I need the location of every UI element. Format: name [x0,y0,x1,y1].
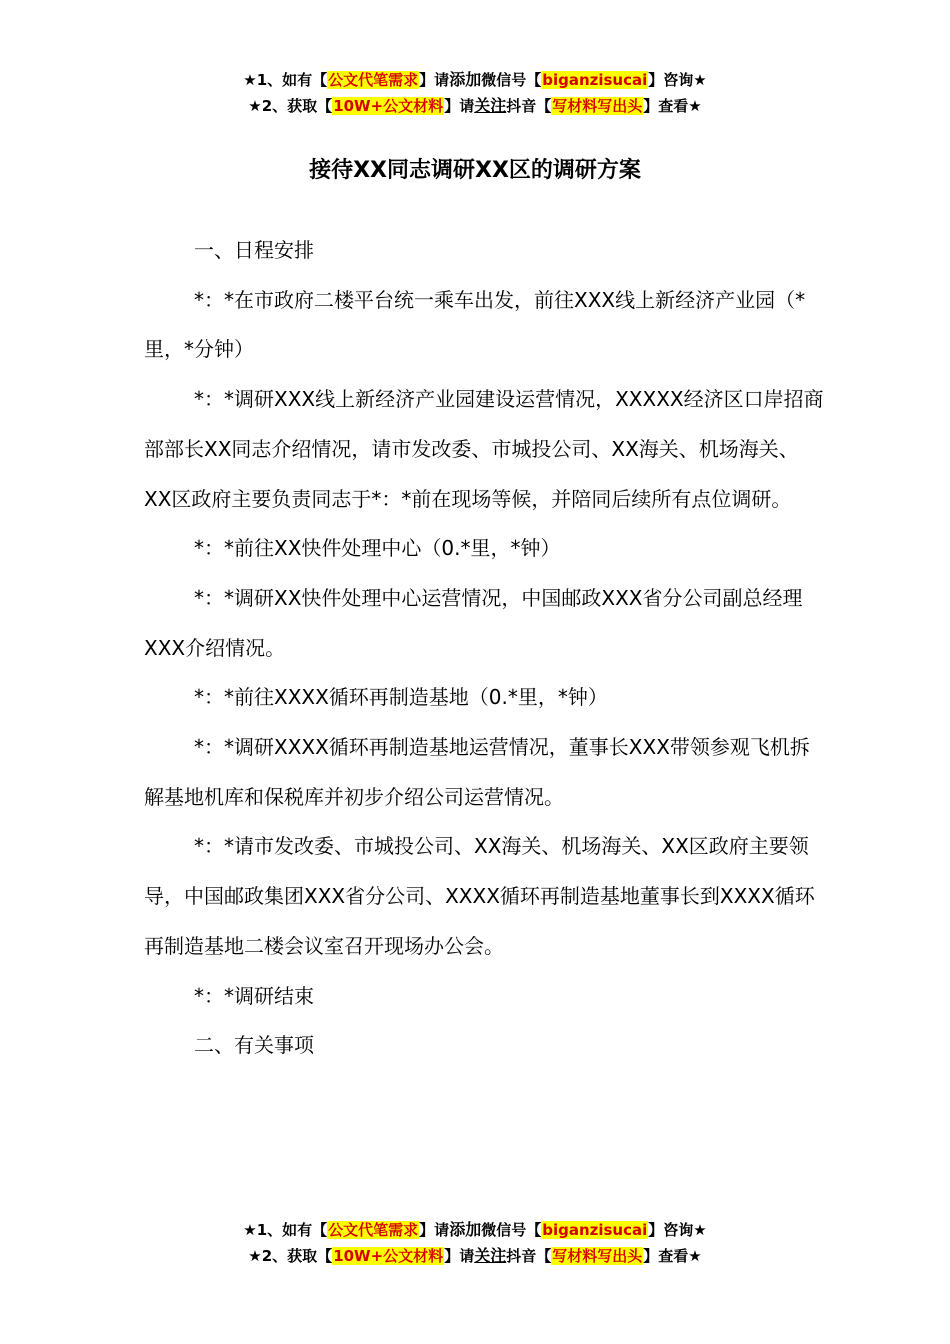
promo-text: ★1、如有【 [243,71,328,89]
promo-line-2 [0,1243,950,1269]
schedule-item: *：*调研XXX线上新经济产业园建设运营情况，XXXXX经济区口岸招商部部长XX同志介绍情况，请市发改委、市城投公司、XX海关、机场海关、XX区政府主要负责同志于*：*前在现场等候，并陪同后续所有点位调研。 [144,387,824,511]
promo-text: ★2、获取【 [248,1247,333,1265]
promo-text: 】请 [419,71,450,89]
promo-text: 】查看★ [643,1247,702,1265]
promo-highlight: 公文代笔需求 [328,71,419,89]
promo-line-1 [0,67,950,93]
promo-text: 微信号【 [481,1221,542,1239]
promo-highlight: 写材料写出头 [552,97,643,115]
promo-text: 】请 [419,1221,450,1239]
promo-emphasis: 添加 [449,70,482,89]
promo-text: ★1、如有【 [243,1221,328,1239]
promo-text: 】咨询★ [648,71,707,89]
schedule-item: *：*调研XXXX循环再制造基地运营情况，董事长XXX带领参观飞机拆解基地机库和保税库并初步介绍公司运营情况。 [144,735,810,809]
promo-highlight: biganzisucai [542,71,648,89]
promo-text: ★2、获取【 [248,97,333,115]
schedule-item: *：*在市政府二楼平台统一乘车出发，前往XXX线上新经济产业园（*里，*分钟） [144,287,806,362]
schedule-item: *：*调研结束 [194,983,314,1008]
promo-line-2 [0,93,950,119]
promo-text: 微信号【 [481,71,542,89]
schedule-item: *：*请市发改委、市城投公司、XX海关、机场海关、XX区政府主要领导，中国邮政集团XXX省分公司、XXXX循环再制造基地董事长到XXXX循环再制造基地二楼会议室召开现场办公会。 [144,834,815,958]
schedule-item: *：*前往XXXX循环再制造基地（0.*里，*钟） [194,685,608,710]
promo-highlight: biganzisucai [542,1221,648,1239]
schedule-item: *：*调研XX快件处理中心运营情况，中国邮政XXX省分公司副总经理XXX介绍情况。 [144,585,803,660]
promo-emphasis: 关注 [474,96,507,115]
section-heading: 二、有关事项 [194,1033,314,1058]
promo-line-1 [0,1217,950,1243]
promo-text: 】请 [444,97,475,115]
promo-text: 抖音【 [506,97,552,115]
promo-highlight: 公文代笔需求 [328,1221,419,1239]
promo-banner-top [0,67,950,119]
promo-banner-bottom [0,1217,950,1269]
promo-highlight: 写材料写出头 [552,1247,643,1265]
promo-text: 】查看★ [643,97,702,115]
promo-highlight: 10W+公文材料 [333,1247,444,1265]
promo-text: 】咨询★ [648,1221,707,1239]
promo-highlight: 10W+公文材料 [333,97,444,115]
promo-emphasis: 关注 [474,1246,507,1265]
section-heading: 一、日程安排 [194,238,314,262]
schedule-item: *：*前往XX快件处理中心（0.*里，*钟） [194,536,561,561]
promo-emphasis: 添加 [449,1220,482,1239]
promo-text: 】请 [444,1247,475,1265]
promo-text: 抖音【 [506,1247,552,1265]
document-title: 接待XX同志调研XX区的调研方案 [309,158,641,183]
document-body [144,226,824,1071]
